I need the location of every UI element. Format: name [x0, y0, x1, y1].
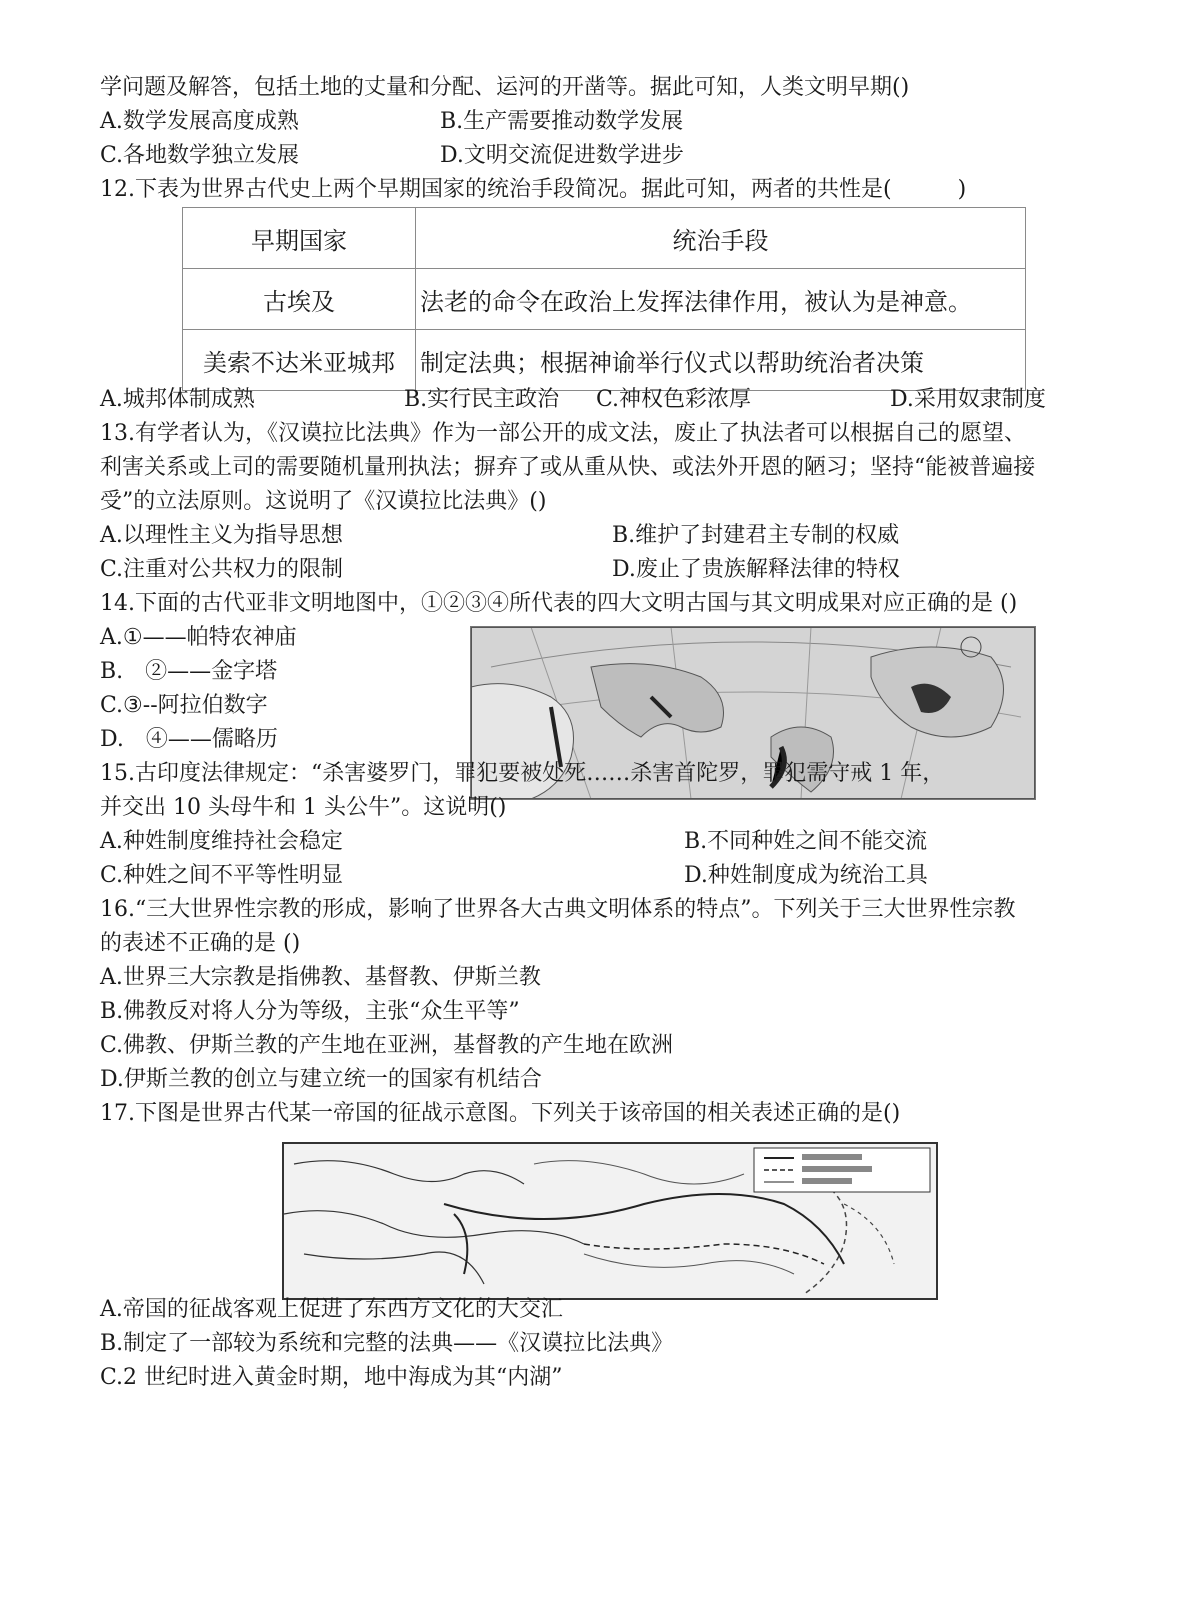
- q14-option-b: B. ②——金字塔: [100, 659, 278, 684]
- table-header-country: 早期国家: [183, 208, 416, 269]
- q16-option-b: B.佛教反对将人分为等级，主张“众生平等”: [100, 999, 520, 1024]
- empire-conquest-map: [282, 1142, 938, 1300]
- q15-stem-line-1: 15.古印度法律规定：“杀害婆罗门，罪犯要被处死……杀害首陀罗，罪犯需守戒 1 年，: [100, 761, 945, 786]
- q17-option-a: A.帝国的征战客观上促进了东西方文化的大交汇: [100, 1297, 563, 1322]
- q13-stem-line-3: 受”的立法原则。这说明了《汉谟拉比法典》(): [100, 489, 547, 514]
- table-cell-means: 法老的命令在政治上发挥法律作用，被认为是神意。: [416, 269, 1026, 330]
- q11-option-d: D.文明交流促进数学进步: [440, 143, 684, 168]
- q13-stem-line-2: 利害关系或上司的需要随机量刑执法；摒弃了或从重从快、或法外开恩的陋习；坚持“能被普遍接: [100, 455, 1036, 480]
- q14-stem: 14.下面的古代亚非文明地图中，①②③④所代表的四大文明古国与其文明成果对应正确的是 (): [100, 591, 1018, 616]
- q12-option-c: C.神权色彩浓厚: [596, 387, 752, 412]
- table-row: [183, 269, 1026, 330]
- q15-option-b: B.不同种姓之间不能交流: [684, 829, 928, 854]
- q16-option-d: D.伊斯兰教的创立与建立统一的国家有机结合: [100, 1067, 542, 1092]
- q12-option-a: A.城邦体制成熟: [100, 387, 255, 412]
- q15-option-a: A.种姓制度维持社会稳定: [100, 829, 343, 854]
- q11-option-b: B.生产需要推动数学发展: [440, 109, 684, 134]
- table-cell-country: 美索不达米亚城邦: [183, 330, 416, 391]
- table-cell-country: 古埃及: [183, 269, 416, 330]
- q11-option-c: C.各地数学独立发展: [100, 143, 300, 168]
- q14-option-c: C.③--阿拉伯数字: [100, 693, 268, 718]
- q17-option-b: B.制定了一部较为系统和完整的法典——《汉谟拉比法典》: [100, 1331, 674, 1356]
- q13-stem-line-1: 13.有学者认为，《汉谟拉比法典》作为一部公开的成文法，废止了执法者可以根据自己的愿望、: [100, 421, 1026, 446]
- q12-table: [182, 207, 1026, 391]
- q13-option-c: C.注重对公共权力的限制: [100, 557, 344, 582]
- q11-option-a: A.数学发展高度成熟: [100, 109, 299, 134]
- q12-option-d: D.采用奴隶制度: [890, 387, 1046, 412]
- q13-option-b: B.维护了封建君主专制的权威: [612, 523, 900, 548]
- q17-stem: 17.下图是世界古代某一帝国的征战示意图。下列关于该帝国的相关表述正确的是(): [100, 1101, 901, 1126]
- q17-option-c: C.2 世纪时进入黄金时期，地中海成为其“内湖”: [100, 1365, 563, 1390]
- q16-stem-line-1: 16.“三大世界性宗教的形成，影响了世界各大古典文明体系的特点”。下列关于三大世界性宗教: [100, 897, 1016, 922]
- q14-option-a: A.①——帕特农神庙: [100, 625, 297, 650]
- q16-option-c: C.佛教、伊斯兰教的产生地在亚洲，基督教的产生地在欧洲: [100, 1033, 674, 1058]
- q16-option-a: A.世界三大宗教是指佛教、基督教、伊斯兰教: [100, 965, 541, 990]
- q16-stem-line-2: 的表述不正确的是 (): [100, 931, 301, 956]
- table-header-means: 统治手段: [416, 208, 1026, 269]
- table-row: [183, 330, 1026, 391]
- q15-option-c: C.种姓之间不平等性明显: [100, 863, 344, 888]
- q15-option-d: D.种姓制度成为统治工具: [684, 863, 928, 888]
- table-cell-means: 制定法典；根据神谕举行仪式以帮助统治者决策: [416, 330, 1026, 391]
- q15-stem-line-2: 并交出 10 头母牛和 1 头公牛”。这说明(): [100, 795, 507, 820]
- q11-stem-tail: 学问题及解答，包括土地的丈量和分配、运河的开凿等。据此可知，人类文明早期(): [100, 75, 910, 100]
- q12-stem: 12.下表为世界古代史上两个早期国家的统治手段简况。据此可知，两者的共性是( ): [100, 177, 967, 202]
- q13-option-d: D.废止了贵族解释法律的特权: [612, 557, 900, 582]
- q13-option-a: A.以理性主义为指导思想: [100, 523, 343, 548]
- table-header-row: [183, 208, 1026, 269]
- q14-option-d: D. ④——儒略历: [100, 727, 278, 752]
- q12-option-b: B.实行民主政治: [404, 387, 560, 412]
